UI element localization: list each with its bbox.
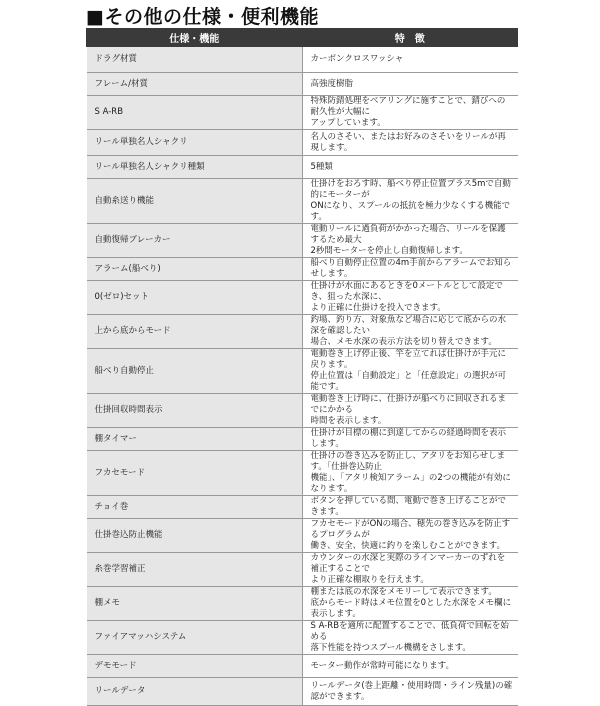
table-row (87, 156, 518, 179)
feature-text-line: 船べり自動停止位置の4m手前からアラームでお知らせします。 (310, 258, 512, 279)
table-row (87, 47, 518, 73)
spec-name-cell: ドラグ材質 (87, 47, 303, 73)
feature-text-line: 時間を表示します。 (310, 416, 387, 426)
table-body (87, 47, 518, 706)
feature-text-line: 仕掛けが水面にあるときを0メートルとして設定でき、狙った水深に、 (310, 281, 503, 302)
feature-cell (302, 315, 518, 349)
table-row (87, 258, 518, 281)
feature-text-line: カーボンクロスワッシャ (310, 54, 404, 64)
feature-text-line: 底からモード時はメモ位置を0とした水深をメモ欄に表示します。 (310, 598, 512, 619)
table-row (87, 451, 518, 496)
column-header-feature: 特 徴 (302, 29, 518, 47)
feature-text-line: ONになり、スプールの抵抗を極力少なくする機能です。 (310, 201, 511, 222)
feature-text-line: モーター動作が常時可能になります。 (310, 660, 454, 671)
table-row (87, 553, 518, 587)
feature-text-line: 落下性能を持つスプール機構をさします。 (310, 643, 471, 653)
feature-cell (302, 451, 518, 496)
feature-text-line: アップしています。 (310, 118, 386, 128)
column-header-spec: 仕様・機能 (87, 29, 303, 47)
spec-name-cell: チョイ巻 (87, 496, 303, 519)
spec-name-cell: リール単独名人シャクリ (87, 130, 303, 156)
spec-name-cell: 自動復帰ブレーカー (87, 224, 303, 258)
feature-text-line: 機能」、「アタリ検知アラーム」の2つの機能が有効になります。 (310, 473, 511, 494)
spec-name-cell: フカセモード (87, 451, 303, 496)
feature-cell (302, 519, 518, 553)
spec-name-cell: 0(ゼロ)セット (87, 281, 303, 315)
feature-text-line: より正確に仕掛けを投入できます。 (310, 303, 446, 313)
feature-text-line: 釣場、釣り方、対象魚など場合に応じて底からの水深を確認したい (310, 315, 507, 336)
feature-text-line: カウンターの水深と実際のラインマーカーのずれを補正することで (310, 553, 506, 574)
feature-text-line: 場合、メモ水深の表示方法を切り替えできます。 (310, 337, 497, 347)
feature-cell (302, 349, 518, 394)
feature-text-line: 仕掛けをおろす時、船べり停止位置プラス5mで自動的にモーターが (310, 179, 511, 200)
feature-text-line: ボタンを押している間、電動で巻き上げることができます。 (310, 496, 507, 517)
feature-text-line: 棚または底の水深をメモリーして表示できます。 (310, 587, 497, 597)
feature-cell (302, 587, 518, 621)
spec-name-cell: 糸巻学習補正 (87, 553, 303, 587)
table-row (87, 281, 518, 315)
feature-text-line: フカセモードがONの場合、穂先の巻き込みを防止するプログラムが (310, 519, 511, 540)
feature-text-line: より正確な棚取りを行えます。 (310, 575, 429, 585)
feature-cell (302, 394, 518, 428)
feature-cell (302, 655, 518, 678)
feature-text-line: 電動巻き上げ時に、仕掛けが船べりに回収されるまでにかかる (310, 394, 507, 415)
table-row (87, 587, 518, 621)
spec-name-cell: 棚メモ (87, 587, 303, 621)
feature-text-line: 働き、安全、快適に釣りを楽しむことができます。 (310, 541, 505, 551)
spec-name-cell: 仕掛回収時間表示 (87, 394, 303, 428)
feature-cell (302, 428, 518, 451)
table-row (87, 349, 518, 394)
spec-name-cell: 上から底からモード (87, 315, 303, 349)
feature-text-line: 電動巻き上げ停止後、竿を立てれば仕掛けが手元に戻ります。 (310, 349, 507, 370)
feature-cell (302, 258, 518, 281)
table-row (87, 96, 518, 130)
spec-name-cell: リールデータ (87, 678, 303, 706)
spec-name-cell: S A-RB (87, 96, 303, 130)
table-row (87, 130, 518, 156)
table-row (87, 678, 518, 706)
spec-name-cell: 棚タイマー (87, 428, 303, 451)
table-header-row (87, 29, 518, 47)
table-row (87, 315, 518, 349)
feature-text-line: S A-RBを適所に配置することで、低負荷で回転を始める (310, 621, 509, 642)
table-row (87, 621, 518, 655)
feature-cell (302, 179, 518, 224)
feature-cell (302, 47, 518, 73)
table-row (87, 73, 518, 96)
feature-cell (302, 621, 518, 655)
table-row (87, 655, 518, 678)
feature-cell (302, 224, 518, 258)
spec-name-cell: 仕掛巻込防止機能 (87, 519, 303, 553)
feature-text-line: リールデータ(巻上距離・使用時間・ライン残量)の確認ができます。 (310, 680, 513, 702)
feature-cell (302, 678, 518, 706)
feature-cell (302, 156, 518, 179)
feature-text-line: 5種類 (310, 161, 333, 172)
table-row (87, 179, 518, 224)
feature-cell (302, 553, 518, 587)
feature-text-line: 停止位置は「自動設定」と「任意設定」の選択が可能です。 (310, 371, 507, 392)
table-row (87, 519, 518, 553)
table-row (87, 394, 518, 428)
feature-cell (302, 73, 518, 96)
feature-text-line: 特殊防錆処理をベアリングに施すことで、錆びへの耐久性が大幅に (310, 96, 506, 117)
table-row (87, 224, 518, 258)
feature-cell (302, 130, 518, 156)
feature-text-line: 2秒間モーターを停止し自動復帰します。 (310, 246, 468, 256)
spec-name-cell: ファイアマッハシステム (87, 621, 303, 655)
feature-text-line: 仕掛けの巻き込みを防止し、アタリをお知らせします。「仕掛巻込防止 (310, 451, 506, 472)
page-title: ■その他の仕様・便利機能 (86, 6, 319, 28)
spec-name-cell: フレーム/材質 (87, 73, 303, 96)
feature-cell (302, 496, 518, 519)
table-row (87, 496, 518, 519)
feature-text-line: 電動リールに過負荷がかかった場合、リールを保護するため最大 (310, 224, 506, 245)
spec-table (86, 28, 518, 706)
spec-name-cell: 自動糸送り機能 (87, 179, 303, 224)
feature-text-line: 高強度樹脂 (310, 78, 354, 89)
spec-name-cell: 船べり自動停止 (87, 349, 303, 394)
feature-cell (302, 281, 518, 315)
feature-text-line: 名人のさそい、またはお好みのさそいをリールが再現します。 (310, 131, 506, 153)
spec-name-cell: デモモード (87, 655, 303, 678)
feature-cell (302, 96, 518, 130)
table-row (87, 428, 518, 451)
feature-text-line: 仕掛けが目標の棚に到達してからの経過時間を表示します。 (310, 428, 507, 449)
spec-name-cell: アラーム(船べり) (87, 258, 303, 281)
spec-name-cell: リール単独名人シャクリ種類 (87, 156, 303, 179)
